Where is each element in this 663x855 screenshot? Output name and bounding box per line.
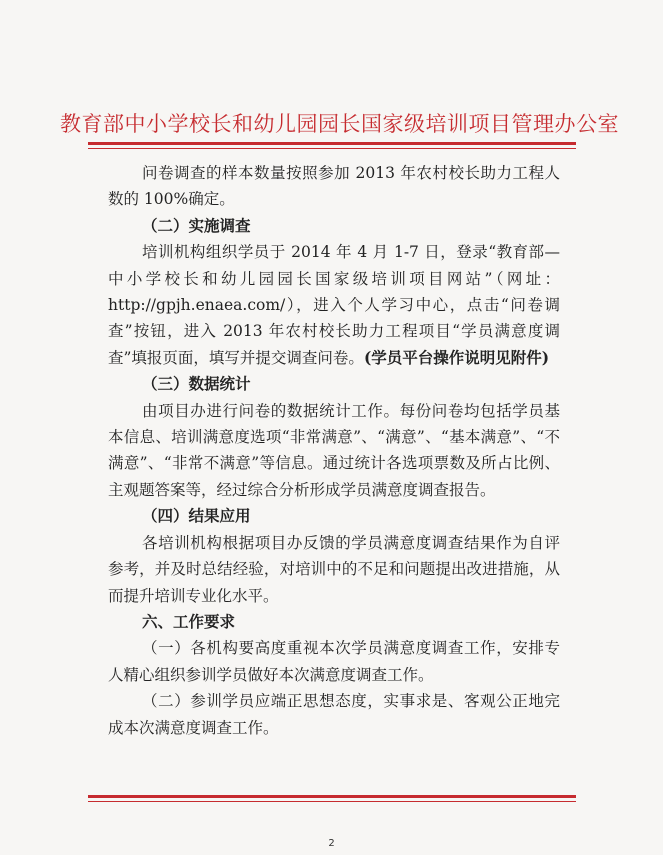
section-heading-result: （四）结果应用: [142, 506, 251, 526]
footer-rule-thin: [88, 801, 576, 802]
letterhead-rule-thin: [88, 148, 576, 149]
paragraph-result: 各培训机构根据项目办反馈的学员满意度调查结果作为自评参考，并及时总结经验，对培训中的不足和问题提出改进措施，从而提升培训专业化水平。: [108, 533, 560, 605]
paragraph-sample-size: 问卷调查的样本数量按照参加 2013 年农村校长助力工程人数的 100%确定。: [108, 164, 560, 209]
document-body: [108, 160, 560, 741]
section-heading-requirements: 六、工作要求: [142, 611, 236, 631]
letterhead-rule-thick: [88, 142, 576, 145]
attachment-note: (学员平台操作说明见附件): [363, 347, 550, 367]
section-heading-stats: （三）数据统计: [142, 374, 251, 394]
paragraph-requirement-2: （二）参训学员应端正思想态度，实事求是、客观公正地完成本次满意度调查工作。: [108, 692, 560, 737]
paragraph-requirement-1: （一）各机构要高度重视本次学员满意度调查工作，安排专人精心组织参训学员做好本次满意度调查工作。: [108, 639, 560, 684]
footer-rule-thick: [88, 795, 576, 798]
page-number: 2: [328, 838, 335, 849]
section-heading-implement: （二）实施调查: [142, 215, 251, 235]
paragraph-implement: [108, 239, 560, 371]
letterhead-title: 教育部中小学校长和幼儿园园长国家级培训项目管理办公室: [60, 112, 619, 136]
paragraph-implement-text: 培训机构组织学员于 2014 年 4 月 1-7 日，登录“教育部—中小学校长和幼儿园园长国家级培训项目网站”（网址：http://gpjh.enaea.com/），进入个人学习中心，点击“问卷调查”按钮，进入 2013 年农村校长助力工程项目“学员满意度调查”填报页面，填写并提交调查问卷。: [108, 243, 560, 367]
paragraph-stats: 由项目办进行问卷的数据统计工作。每份问卷均包括学员基本信息、培训满意度选项“非常满意”、“满意”、“基本满意”、“不满意”、“非常不满意”等信息。通过统计各选项票数及所占比例、主观题答案等，经过综合分析形成学员满意度调查报告。: [108, 401, 560, 499]
